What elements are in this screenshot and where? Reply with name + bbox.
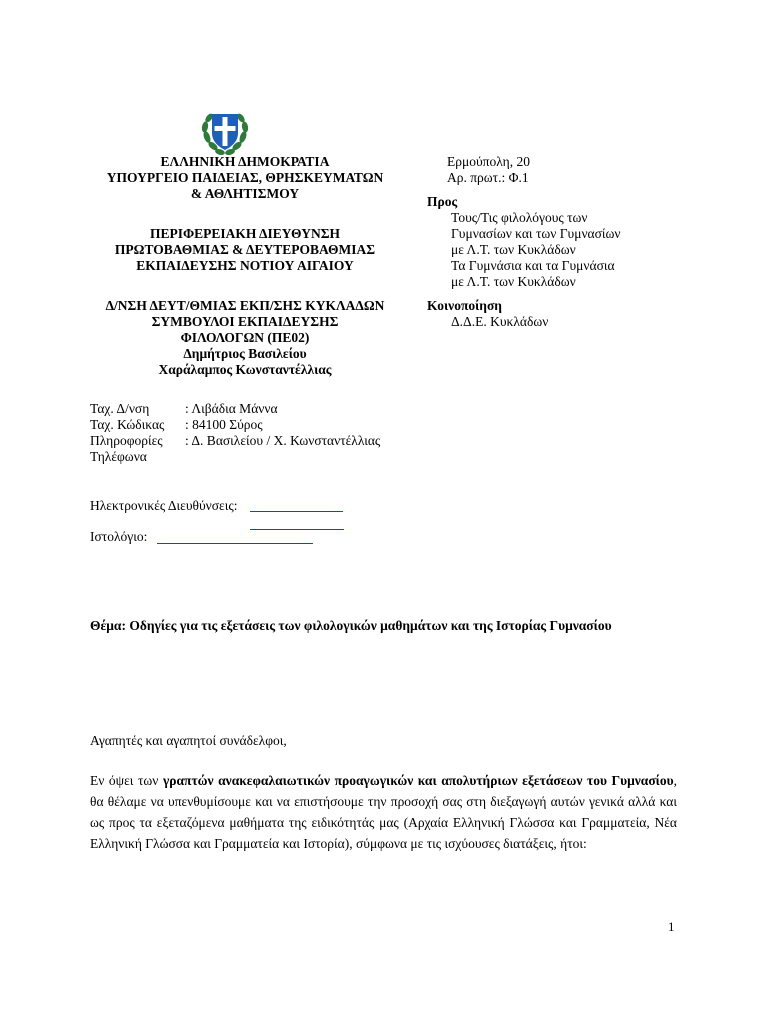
- to-line: με Λ.Τ. των Κυκλάδων: [451, 242, 576, 257]
- body-text-2: , θα θέλαμε να υπενθυμίσουμε και να επιστήσουμε την προσοχή σας στη διεξαγωγή αυτών γενικά αλλά και ως προς τα εξεταζόμενα μαθήματα της ειδικότητάς μας (Αρχαία Ελληνική Γλώσσα και Γραμματεία, Νέα Ελληνική Γλώσσα και Γραμματεία και Ιστορία), σύμφωνα με τις ισχύουσες διατάξεις, ήτοι:: [90, 773, 677, 851]
- regional-line-2: ΠΡΩΤΟΒΑΘΜΙΑΣ & ΔΕΥΤΕΡΟΒΑΘΜΙΑΣ: [114, 242, 376, 257]
- phone-label: Τηλέφωνα: [90, 449, 147, 464]
- ministry-line-2: & ΑΘΛΗΤΙΣΜΟΥ: [190, 186, 300, 201]
- regional-line-1: ΠΕΡΙΦΕΡΕΙΑΚΗ ΔΙΕΥΘΥΝΣΗ: [149, 226, 341, 241]
- ministry-line-1: ΥΠΟΥΡΓΕΙΟ ΠΑΙΔΕΙΑΣ, ΘΡΗΣΚΕΥΜΑΤΩΝ: [106, 170, 384, 185]
- address-value: : Λιβάδια Μάννα: [185, 401, 278, 416]
- emails-label: Ηλεκτρονικές Διευθύνσεις:: [90, 498, 238, 513]
- to-line: Γυμνασίων και των Γυμνασίων: [451, 226, 621, 241]
- page-number: 1: [668, 919, 675, 934]
- to-recipients: [451, 210, 707, 290]
- blog-row: [90, 529, 147, 545]
- body-text-1: Εν όψει των: [90, 773, 163, 788]
- blog-label: Ιστολόγιο:: [90, 529, 148, 544]
- to-label: Προς: [427, 194, 458, 209]
- blog-link[interactable]: [157, 530, 313, 544]
- regional-line-3: ΕΚΠΑΙΔΕΥΣΗΣ ΝΟΤΙΟΥ ΑΙΓΑΙΟΥ: [136, 258, 354, 273]
- zip-label: Ταχ. Κώδικας: [90, 417, 165, 432]
- left-header: [80, 154, 410, 378]
- place-date: Ερμούπολη, 20: [447, 154, 530, 169]
- emails-row: [90, 498, 237, 514]
- info-label: Πληροφορίες: [90, 433, 163, 448]
- right-header: [427, 154, 707, 330]
- address-row: [90, 401, 410, 417]
- greeting: Αγαπητές και αγαπητοί συνάδελφοι,: [90, 733, 287, 748]
- address-label: Ταχ. Δ/νση: [90, 401, 150, 416]
- info-row: [90, 433, 410, 449]
- person-2: Χαράλαμπος Κωνσταντέλλιας: [158, 362, 332, 377]
- to-line: Τα Γυμνάσια και τα Γυμνάσια: [451, 258, 615, 273]
- directorate-line-1: Δ/ΝΣΗ ΔΕΥΤ/ΘΜΙΑΣ ΕΚΠ/ΣΗΣ ΚΥΚΛΑΔΩΝ: [105, 298, 385, 313]
- cc-line: Δ.Δ.Ε. Κυκλάδων: [451, 314, 549, 329]
- to-line: Τους/Τις φιλολόγους των: [451, 210, 588, 225]
- body-paragraph: [90, 770, 677, 854]
- zip-value: : 84100 Σύρος: [185, 417, 263, 432]
- subject: Θέμα: Οδηγίες για τις εξετάσεις των φιλολογικών μαθημάτων και της Ιστορίας Γυμνασίου: [90, 618, 612, 633]
- republic-title: ΕΛΛΗΝΙΚΗ ΔΗΜΟΚΡΑΤΙΑ: [160, 154, 330, 169]
- protocol-number: Αρ. πρωτ.: Φ.1: [447, 170, 529, 185]
- body-bold-text: γραπτών ανακεφαλαιωτικών προαγωγικών και απολυτήριων εξετάσεων του Γυμνασίου: [162, 773, 674, 788]
- zip-row: [90, 417, 410, 433]
- cc-label: Κοινοποίηση: [427, 298, 502, 313]
- directorate-line-2: ΣΥΜΒΟΥΛΟΙ ΕΚΠΑΙΔΕΥΣΗΣ: [151, 314, 339, 329]
- person-1: Δημήτριος Βασιλείου: [183, 346, 307, 361]
- info-value: : Δ. Βασιλείου / Χ. Κωνσταντέλλιας: [185, 433, 381, 448]
- greek-emblem-icon: [199, 107, 251, 157]
- directorate-line-3: ΦΙΛΟΛΟΓΩΝ (ΠΕ02): [180, 330, 310, 345]
- email-link-2[interactable]: [250, 516, 344, 530]
- to-line: με Λ.Τ. των Κυκλάδων: [451, 274, 576, 289]
- contact-info: [90, 401, 410, 465]
- email-link-1[interactable]: [250, 498, 343, 512]
